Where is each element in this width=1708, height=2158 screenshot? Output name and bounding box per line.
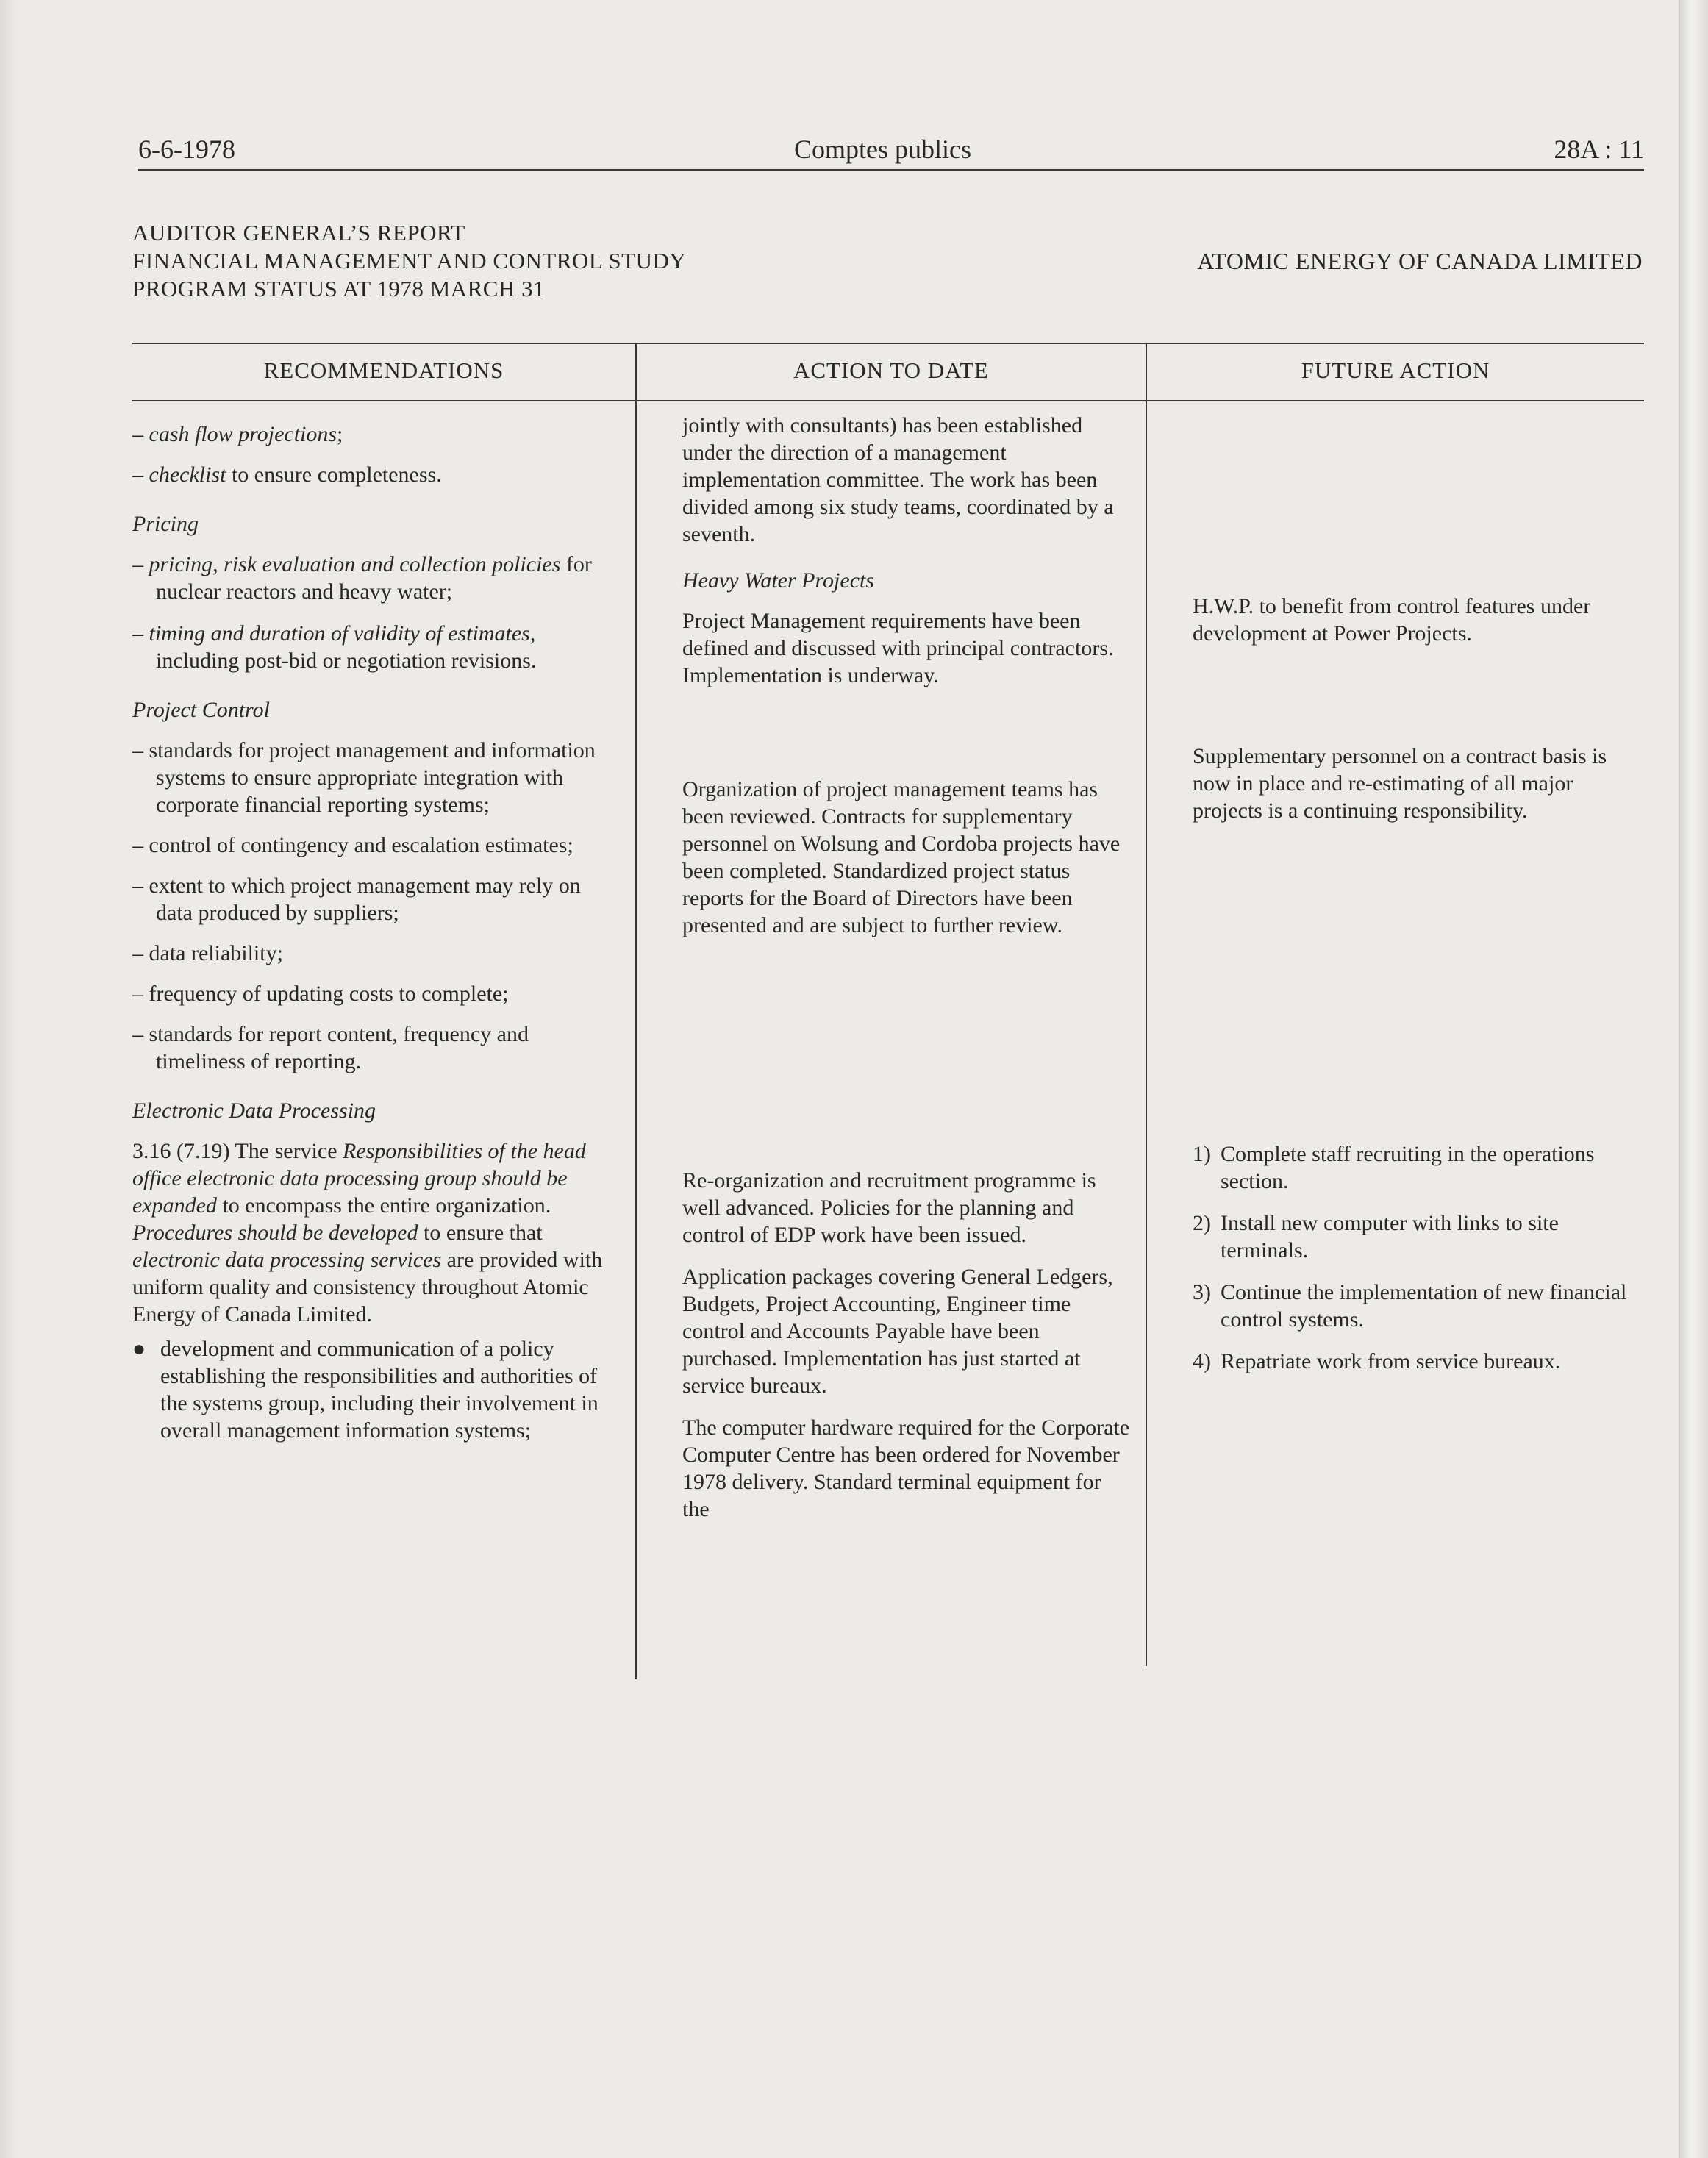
rec-pc-item: – standards for project management and information systems to ensure appropriate integration with corporate financial reporting systems; xyxy=(132,737,618,818)
future-step-number: 4) xyxy=(1193,1349,1211,1373)
column-header-action-to-date: ACTION TO DATE xyxy=(793,357,989,383)
rec-edp-text-2: to ensure that xyxy=(418,1221,543,1245)
future-step-text: Continue the implementation of new financial control systems. xyxy=(1221,1280,1627,1332)
column-header-recommendations: RECOMMENDATIONS xyxy=(263,357,504,383)
title-line-2: FINANCIAL MANAGEMENT AND CONTROL STUDY xyxy=(132,248,687,274)
organization-name: ATOMIC ENERGY OF CANADA LIMITED xyxy=(1197,248,1643,274)
rec-timing-text: including post-bid or negotiation revisions. xyxy=(156,649,537,673)
rec-pc-item: – control of contingency and escalation estimates; xyxy=(132,832,618,859)
action-hwp-text: Project Management requirements have been defined and discussed with principal contractors. Implementation is underway. xyxy=(682,609,1114,687)
action-intro: jointly with consultants) has been established under the direction of a management implementation committee. The work has been divided among six study teams, coordinated by a seventh. xyxy=(682,413,1114,546)
rec-pc-item: – frequency of updating costs to complete; xyxy=(132,980,618,1007)
future-step xyxy=(1193,1348,1634,1375)
rec-edp-text-1: to encompass the entire organization. xyxy=(216,1193,551,1218)
future-step xyxy=(1193,1140,1634,1195)
running-head xyxy=(138,124,1644,171)
title-line-3: PROGRAM STATUS AT 1978 MARCH 31 xyxy=(132,276,546,301)
rec-edp-text-3: are provided with uniform quality and consistency throughout Atomic Energy of Canada Limited. xyxy=(132,1248,603,1326)
rec-project-control-heading: Project Control xyxy=(132,698,270,722)
rec-pc-item: – extent to which project management may rely on data produced by suppliers; xyxy=(132,872,618,926)
page-right-edge xyxy=(1679,0,1708,2158)
action-hwp-heading: Heavy Water Projects xyxy=(682,568,875,593)
rec-edp-italic-1: Responsibilities of the head office electronic data processing group should be expanded xyxy=(132,1139,586,1218)
future-step-text: Complete staff recruiting in the operations section. xyxy=(1221,1142,1595,1193)
rec-checklist xyxy=(132,461,618,488)
action-hardware-text: The computer hardware required for the Corporate Computer Centre has been ordered for November 1978 delivery. Standard terminal equipment for the xyxy=(682,1415,1130,1521)
rec-cash-flow-italic: cash flow projections xyxy=(149,422,337,446)
column-divider-1 xyxy=(635,343,637,1679)
header-date: 6-6-1978 xyxy=(138,135,235,164)
action-to-date-column xyxy=(682,412,1131,1537)
action-org-text: Organization of project management teams has been reviewed. Contracts for supplementary personnel on Wolsung and Cordoba projects have been completed. Standardized project status reports for the Board of Directors have been presented and are subject to further review. xyxy=(682,777,1121,937)
recommendations-column xyxy=(132,421,618,1444)
rec-edp-paragraph xyxy=(132,1137,618,1328)
rec-timing xyxy=(132,620,618,674)
rec-edp-ref: 3.16 (7.19) The service xyxy=(132,1139,337,1163)
status-table xyxy=(132,343,1644,1681)
rec-pc-item: – standards for report content, frequency and timeliness of reporting. xyxy=(132,1021,618,1075)
rec-pricing-heading: Pricing xyxy=(132,512,199,536)
rec-cash-flow-text: ; xyxy=(337,422,343,446)
rec-checklist-italic: checklist xyxy=(149,462,226,487)
bullet-icon: ● xyxy=(132,1337,146,1361)
rec-pricing-policies xyxy=(132,551,618,605)
future-step xyxy=(1193,1279,1634,1333)
rec-edp-heading: Electronic Data Processing xyxy=(132,1098,376,1123)
future-step-text: Install new computer with links to site terminals. xyxy=(1221,1211,1559,1262)
header-publication: Comptes publics xyxy=(794,135,971,164)
future-step-number: 2) xyxy=(1193,1211,1211,1235)
future-step-text: Repatriate work from service bureaux. xyxy=(1221,1349,1561,1373)
rec-pc-item: – data reliability; xyxy=(132,940,618,967)
future-supp-text: Supplementary personnel on a contract basis is now in place and re-estimating of all major projects is a continuing responsibility. xyxy=(1193,744,1607,823)
rec-timing-italic: timing and duration of validity of estimates, xyxy=(149,621,536,646)
rec-pricing-text: for nuclear reactors and heavy water; xyxy=(156,552,592,604)
rec-edp-bullet xyxy=(132,1335,618,1444)
rec-edp-bullet-text: development and communication of a policy establishing the responsibilities and authorities of the systems group, including their involvement in overall management information systems; xyxy=(160,1337,598,1443)
future-step-number: 3) xyxy=(1193,1280,1211,1304)
future-hwp-text: H.W.P. to benefit from control features under development at Power Projects. xyxy=(1193,594,1591,646)
action-packages-text: Application packages covering General Ledgers, Budgets, Project Accounting, Engineer time control and Accounts Payable have been purchased. Implementation has just started at service bureaux. xyxy=(682,1265,1113,1398)
rec-pricing-italic: pricing, risk evaluation and collection policies xyxy=(149,552,561,576)
rec-edp-italic-2: Procedures should be developed xyxy=(132,1221,418,1245)
table-header-rule xyxy=(132,400,1644,401)
future-step-number: 1) xyxy=(1193,1142,1211,1166)
title-line-1: AUDITOR GENERAL’S REPORT xyxy=(132,220,465,246)
rec-edp-italic-3: electronic data processing services xyxy=(132,1248,442,1272)
column-divider-2 xyxy=(1146,343,1147,1666)
page-left-edge xyxy=(0,0,16,2158)
header-page-number: 28A : 11 xyxy=(1554,135,1644,164)
column-header-future-action: FUTURE ACTION xyxy=(1301,357,1490,383)
rec-checklist-text: to ensure completeness. xyxy=(226,462,442,487)
report-title-block xyxy=(132,219,1647,303)
rec-cash-flow xyxy=(132,421,618,448)
action-reorg-text: Re-organization and recruitment programme is well advanced. Policies for the planning and control of EDP work have been issued. xyxy=(682,1168,1096,1247)
table-top-rule xyxy=(132,343,1644,344)
future-step xyxy=(1193,1210,1634,1264)
future-action-column xyxy=(1193,412,1634,1390)
